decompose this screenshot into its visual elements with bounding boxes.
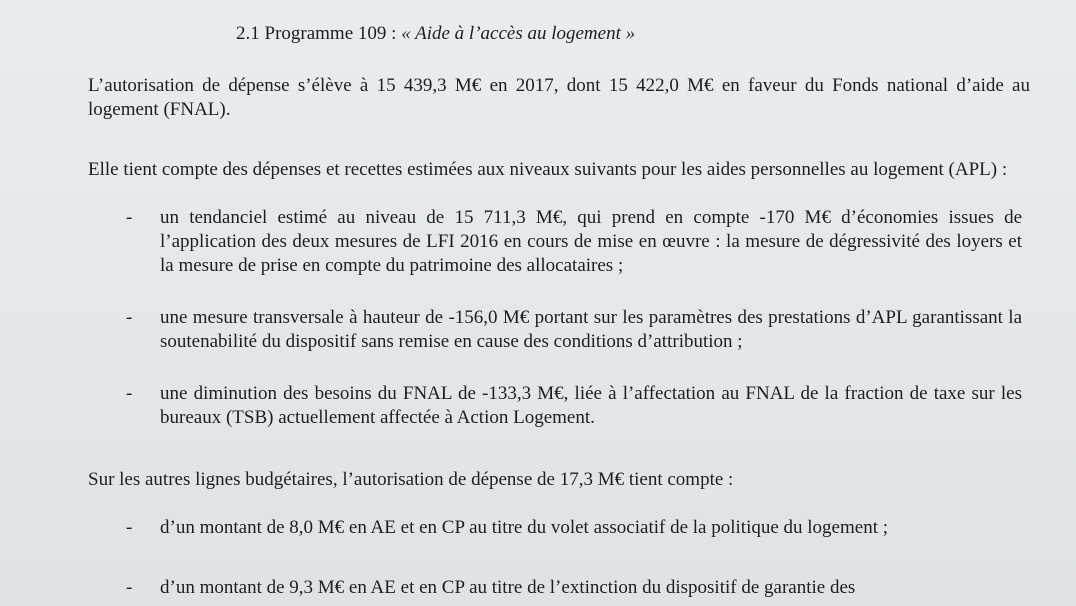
- section-number: 2.1 Programme 109 :: [236, 23, 402, 44]
- section-title: « Aide à l’accès au logement »: [401, 23, 636, 44]
- list-item-text: une diminution des besoins du FNAL de -133,3 M€, liée à l’affectation au FNAL de la fraction de taxe sur les bureaux (TSB) actuellement affectée à Action Logement.: [160, 383, 1022, 428]
- list-dash: -: [126, 207, 133, 228]
- list-item-text: un tendanciel estimé au niveau de 15 711,3 M€, qui prend en compte -170 M€ d’économies issues de l’application des deux mesures de LFI 2016 en cours de mise en œuvre : la mesure de dégressivité des loyers et la mesure de prise en compte du patrimoine des allocataires ;: [160, 207, 1022, 276]
- section-heading: [236, 22, 996, 46]
- list-dash: -: [126, 517, 133, 538]
- list-dash: -: [126, 383, 133, 404]
- list-item-text: une mesure transversale à hauteur de -156,0 M€ portant sur les paramètres des prestations d’APL garantissant la soutenabilité du dispositif sans remise en cause des conditions d’attribution ;: [160, 307, 1022, 352]
- list-dash: -: [126, 577, 133, 598]
- list-dash: -: [126, 307, 133, 328]
- list-item-text: d’un montant de 9,3 M€ en AE et en CP au titre de l’extinction du dispositif de garantie des: [160, 577, 856, 598]
- list-item-text: d’un montant de 8,0 M€ en AE et en CP au titre du volet associatif de la politique du logement ;: [160, 517, 889, 538]
- paragraph-authorization: L’autorisation de dépense s’élève à 15 439,3 M€ en 2017, dont 15 422,0 M€ en faveur du Fonds national d’aide au logement (FNAL).: [88, 75, 1030, 120]
- paragraph-apl-intro: Elle tient compte des dépenses et recettes estimées aux niveaux suivants pour les aides personnelles au logement (APL) :: [88, 159, 1008, 180]
- paragraph-other-lines: Sur les autres lignes budgétaires, l’autorisation de dépense de 17,3 M€ tient compte :: [88, 469, 734, 490]
